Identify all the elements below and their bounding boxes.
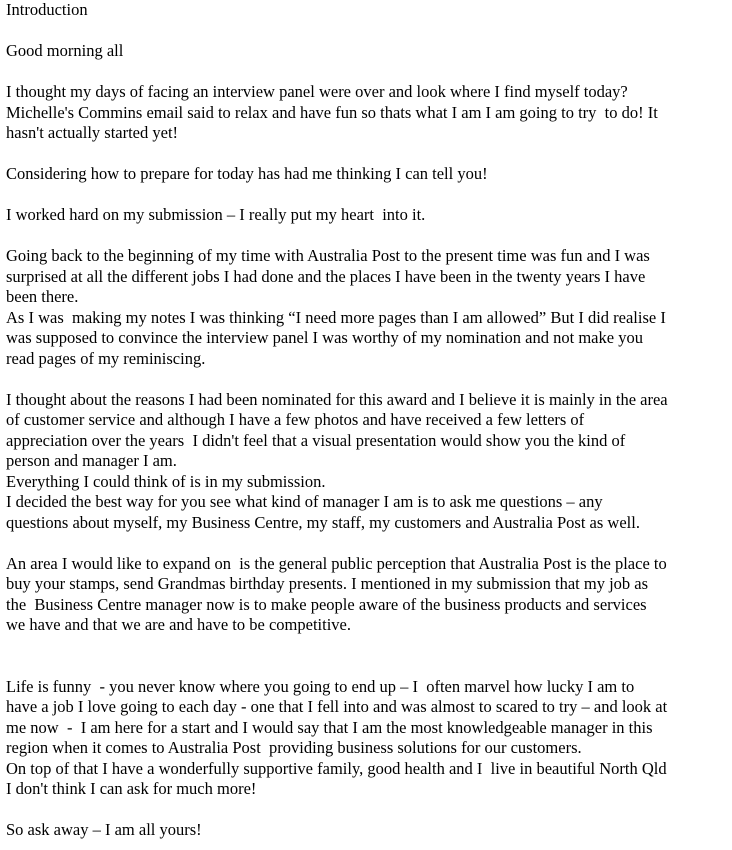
text-line: On top of that I have a wonderfully supportive family, good health and I live in beautiful North Qld	[6, 758, 667, 778]
text-line: been there.	[6, 287, 79, 306]
text-line: I don't think I can ask for much more!	[6, 779, 257, 798]
text-line	[6, 21, 726, 42]
text-line: As I was making my notes I was thinking “I need more pages than I am allowed” But I did realise I	[6, 307, 666, 327]
text-line: we have and that we are and have to be competitive.	[6, 615, 351, 634]
text-line: I worked hard on my submission – I really put my heart into it.	[6, 205, 426, 224]
text-line	[6, 369, 726, 390]
text-line	[6, 226, 726, 247]
text-line	[6, 656, 726, 677]
text-line: have a job I love going to each day - one that I fell into and was almost to scared to try – and look at	[6, 697, 668, 716]
text-line: Everything I could think of is in my submission.	[6, 471, 326, 491]
text-line: questions about myself, my Business Centre, my staff, my customers and Australia Post as well.	[6, 512, 640, 532]
text-line: hasn't actually started yet!	[6, 123, 179, 142]
text-line: of customer service and although I have a few photos and have received a few letters of	[6, 410, 585, 429]
text-line: Considering how to prepare for today has had me thinking I can tell you!	[6, 164, 488, 183]
text-line: An area I would like to expand on is the general public perception that Australia Post is the place to	[6, 553, 667, 573]
closing-line: So ask away – I am all yours!	[6, 820, 202, 839]
text-line: was supposed to convince the interview panel I was worthy of my nomination and not make you	[6, 328, 643, 347]
text-line: surprised at all the different jobs I had done and the places I have been in the twenty years I have	[6, 266, 646, 286]
greeting: Good morning all	[6, 41, 124, 60]
heading-introduction: Introduction	[6, 0, 88, 19]
text-line	[6, 144, 726, 165]
text-line: I thought my days of facing an interview panel were over and look where I find myself today?	[6, 82, 628, 101]
text-line: region when it comes to Australia Post providing business solutions for our customers.	[6, 738, 582, 757]
text-line: read pages of my reminiscing.	[6, 348, 206, 368]
text-line	[6, 185, 726, 206]
text-line: I thought about the reasons I had been nominated for this award and I believe it is mainly in the area	[6, 389, 668, 409]
text-line: Life is funny - you never know where you going to end up – I often marvel how lucky I am to	[6, 676, 635, 696]
text-line: buy your stamps, send Grandmas birthday presents. I mentioned in my submission that my job as	[6, 574, 649, 593]
text-line: person and manager I am.	[6, 451, 177, 470]
text-line: appreciation over the years I didn't feel that a visual presentation would show you the kind of	[6, 430, 626, 450]
text-line	[6, 636, 726, 657]
text-line: Going back to the beginning of my time with Australia Post to the present time was fun and I was	[6, 246, 650, 265]
text-line: Michelle's Commins email said to relax and have fun so thats what I am I am going to try to do! It	[6, 102, 658, 122]
text-line: I decided the best way for you see what kind of manager I am is to ask me questions – any	[6, 492, 603, 511]
text-line	[6, 800, 726, 821]
text-line	[6, 62, 726, 83]
text-line: me now - I am here for a start and I would say that I am the most knowledgeable manager in this	[6, 717, 653, 737]
text-line	[6, 533, 726, 554]
text-line: the Business Centre manager now is to make people aware of the business products and services	[6, 594, 647, 614]
